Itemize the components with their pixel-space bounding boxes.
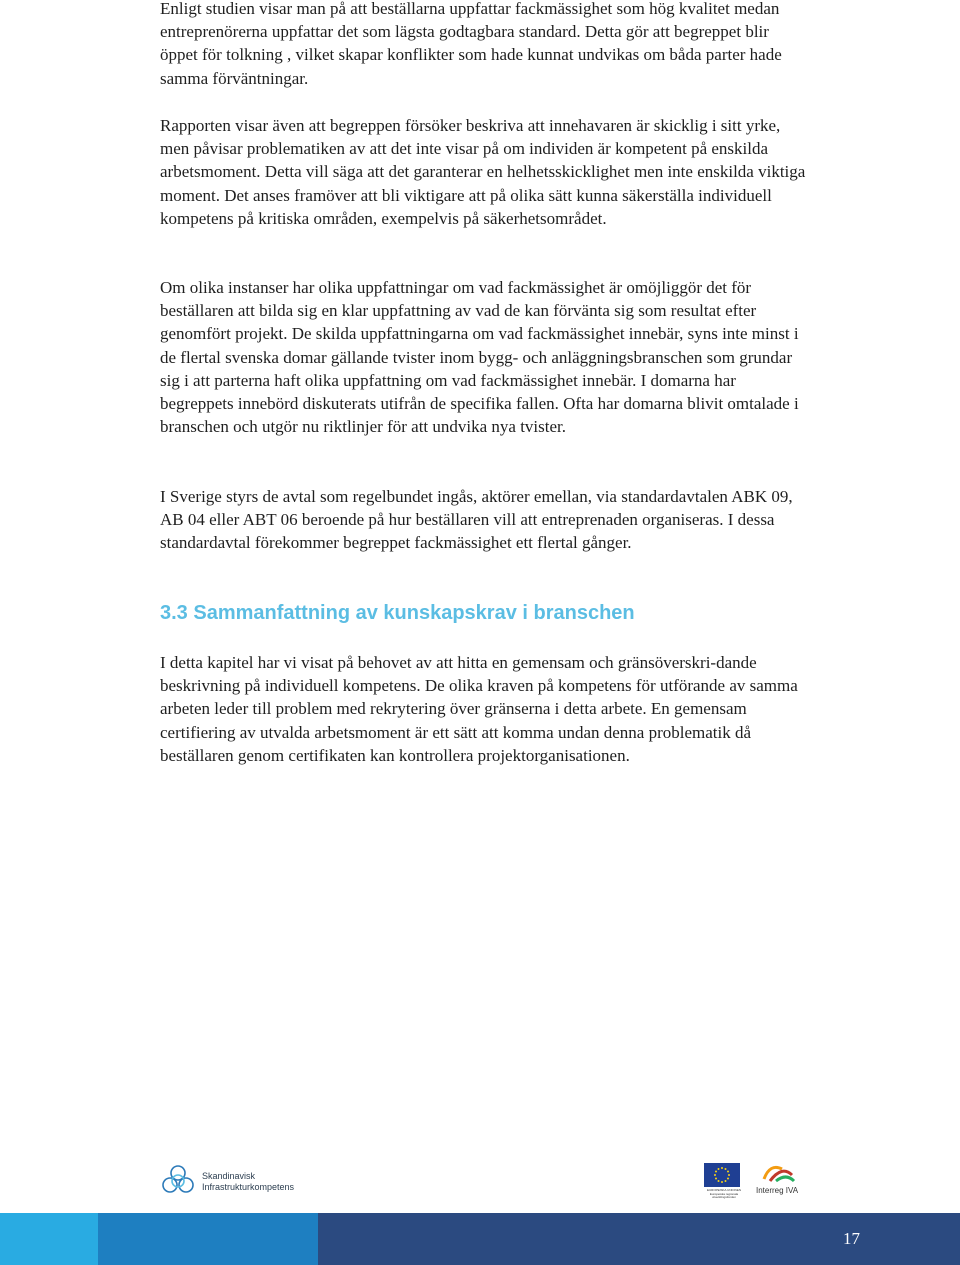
interreg-label: Interreg IVA	[756, 1186, 799, 1195]
skandinavisk-logo-icon	[160, 1163, 196, 1199]
eu-caption: EUROPEISKA UNIONEN Europeiska regionala utvecklingsfonden	[706, 1188, 741, 1199]
eu-flag-icon	[704, 1163, 740, 1187]
paragraph-3: Om olika instanser har olika uppfattningar om vad fackmässighet är omöjliggör det för beställaren att bilda sig en klar uppfattning av vad de kan förvänta sig som resultat efter genomfört projekt. De skilda uppfattningarna om vad fackmässighet innebär, syns inte minst i de flertal svenska domar gällande tvister inom bygg- och anläggningsbranschen som grundar sig i att parterna haft olika uppfattning om vad fackmässighet innebär. I domarna har begreppets innebörd diskuterats utifrån de specifika fallen. Ofta har domarna blivit omtalade i branschen och utgör nu riktlinjer för att undvika nya tvister.	[160, 278, 799, 437]
footer-bar-light	[0, 1213, 98, 1265]
page-number: 17	[843, 1229, 860, 1248]
interreg-logo-icon	[756, 1161, 800, 1185]
footer-bar-mid	[98, 1213, 318, 1265]
paragraph-1: Enligt studien visar man på att beställarna uppfattar fackmässighet som hög kvalitet medan entreprenörerna uppfattar det som lägsta godtagbara standard. Detta gör att begreppet blir öppet för tolkning , vilket skapar konflikter som hade kunnat undvikas om båda parter hade samma förväntningar.	[160, 0, 782, 88]
paragraph-2: Rapporten visar även att begreppen försöker beskriva att innehavaren är skicklig i sitt yrke, men påvisar problematiken av att det inte visar på om individen är kompetent på enskilda arbetsmoment. Detta vill säga att det garanterar en helhetsskicklighet men inte enskilda viktiga moment. Det anses framöver att bli viktigare att på olika sätt kunna säkerställa individuell kompetens på kritiska områden, exempelvis på säkerhetsområdet.	[160, 116, 806, 228]
paragraph-4: I Sverige styrs de avtal som regelbundet ingås, aktörer emellan, via standardavtalen ABK 09, AB 04 eller ABT 06 beroende på hur beställaren vill att entreprenaden organiseras. I dessa standardavtal förekommer begreppet fackmässighet ett flertal gånger.	[160, 487, 793, 553]
logo-line-2: Infrastrukturkompetens	[202, 1182, 295, 1192]
footer-bar	[0, 1213, 960, 1265]
footer-bar-dark	[318, 1213, 960, 1265]
logo-line-1: Skandinavisk	[202, 1171, 256, 1181]
section-heading: 3.3 Sammanfattning av kunskapskrav i branschen	[160, 602, 635, 624]
footer-logos	[0, 1155, 960, 1211]
section-paragraph: I detta kapitel har vi visat på behovet av att hitta en gemensam och gränsöverskri-dande beskrivning på individuell kompetens. De olika kraven på kompetens för utförande av samma arbeten leder till problem med rekrytering över gränserna i detta arbete. En gemensam certifiering av utvalda arbetsmoment är ett sätt att komma undan denna problematik då beställaren genom certifikaten kan kontrollera projektorganisationen.	[160, 653, 798, 765]
skandinavisk-logo-text	[202, 1171, 294, 1193]
